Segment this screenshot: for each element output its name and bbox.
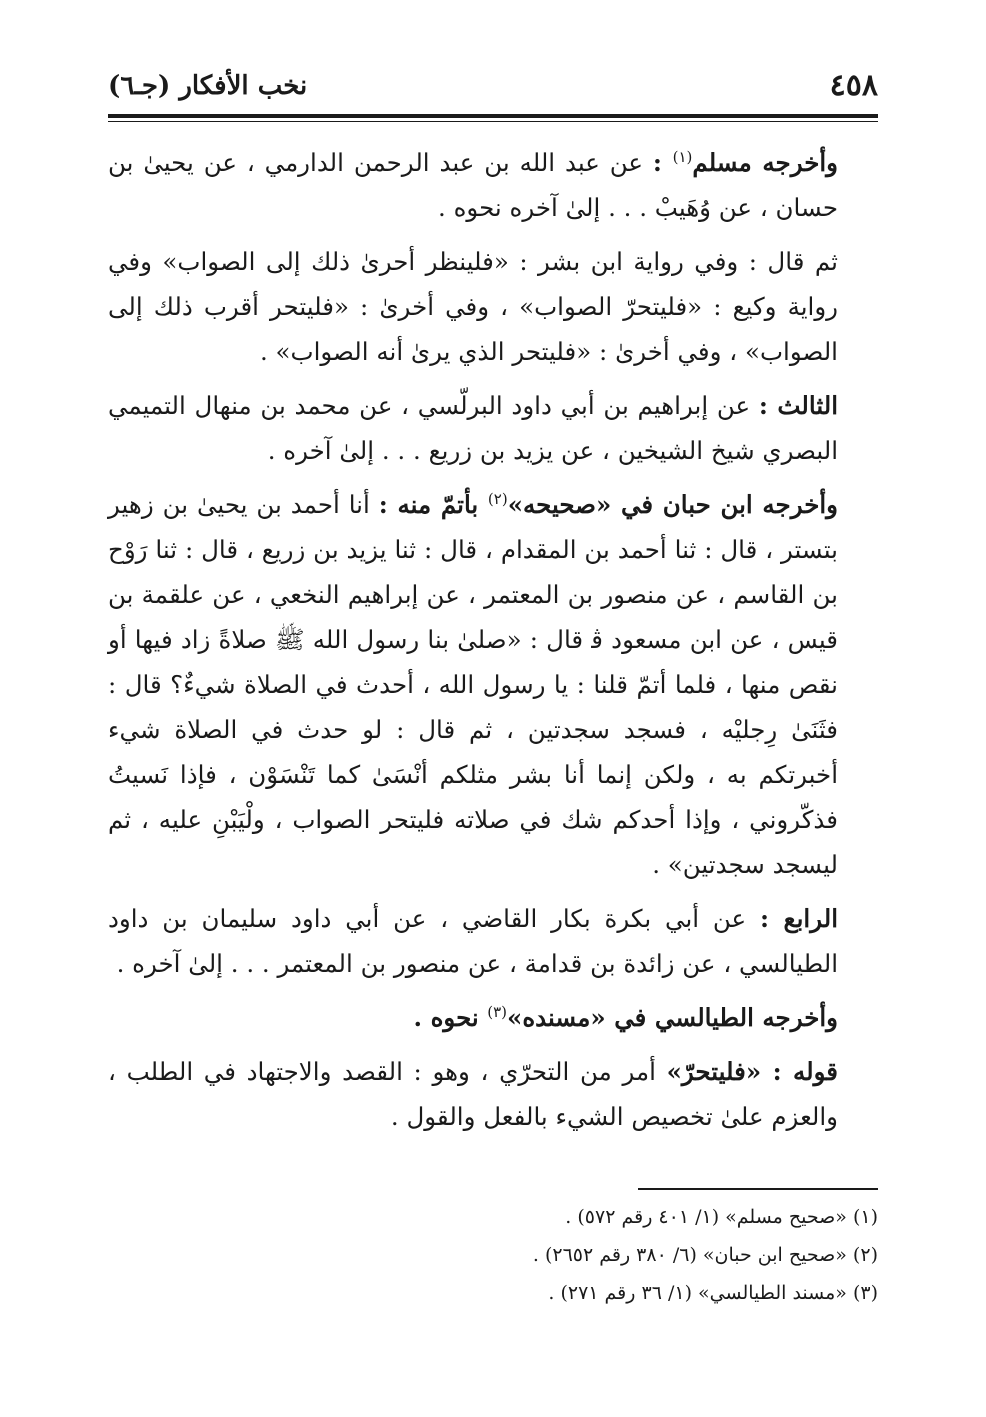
paragraph-text: عن أبي بكرة بكار القاضي ، عن أبي داود سليمان بن داود الطيالسي ، عن زائدة بن قدامة ، عن منصور بن المعتمر . . . إلىٰ آخره . [108, 904, 838, 978]
paragraph-lead-after: بأتمّ منه : [378, 490, 488, 519]
footnote-3: (٣) «مسند الطيالسي» (١/ ٣٦ رقم ٢٧١) . [548, 1282, 878, 1304]
footnote-ref: (٢) [487, 489, 508, 508]
paragraph-text: عن عبد الله بن عبد الرحمن الدارمي ، عن يحيىٰ بن حسان ، عن وُهَيبْ . . . إلىٰ آخره نحوه . [108, 148, 838, 222]
footnotes [108, 1198, 878, 1312]
paragraph-lead-after: نحوه . [413, 1003, 488, 1032]
book-page [108, 64, 878, 1364]
paragraph-lead: وأخرجه ابن حبان في «صحيحه» [507, 490, 838, 519]
paragraph-lead: وأخرجه مسلم [692, 148, 838, 177]
footnote-2: (٢) «صحيح ابن حبان» (٦/ ٣٨٠ رقم ٢٦٥٢) . [532, 1244, 878, 1266]
paragraph-tayalisi [108, 995, 878, 1040]
page-number: ٤٥٨ [829, 68, 878, 103]
main-text [108, 140, 878, 1139]
paragraph-explanation [108, 1049, 878, 1139]
paragraph-lead: قوله : «فليتحرّ» [666, 1057, 838, 1086]
paragraph-text: أنا أحمد بن يحيىٰ بن زهير بتستر ، قال : ثنا أحمد بن المقدام ، قال : ثنا يزيد بن زريع ، قال : ثنا رَوْح بن القاسم ، عن منصور بن المعتمر ، عن إبراهيم النخعي ، عن علقمة بن قيس ، عن ابن مسعود ﭬ قال : «صلىٰ بنا رسول الله ﷺ صلاةً زاد فيها أو نقص منها ، فلما أتمّ قلنا : يا رسول الله ، أحدث في الصلاة شيءٌ؟ قال : فثَنَىٰ رِجليْه ، فسجد سجدتين ، ثم قال : لو حدث في الصلاة شيء أخبرتكم به ، ولكن إنما أنا بشر مثلكم أنْسَىٰ كما تَنْسَوْن ، فإذا نَسيتُ فذكّروني ، وإذا أحدكم شك في صلاته فليتحر الصواب ، ولْيَبْنِ عليه ، ثم ليسجد سجدتين» . [108, 490, 838, 879]
paragraph-lead: الرابع : [759, 904, 838, 933]
footnote-ref: (٣) [487, 1002, 508, 1021]
running-title: نخب الأفكار (جـ٦) [108, 71, 308, 101]
paragraph-muslim [108, 140, 878, 230]
paragraph-variants [108, 239, 878, 374]
paragraph-lead: الثالث : [758, 391, 838, 420]
paragraph-fourth [108, 896, 878, 986]
paragraph-lead: وأخرجه الطيالسي في «مسنده» [507, 1003, 838, 1032]
footnote-separator [638, 1188, 878, 1190]
paragraph-lead-after: : [652, 148, 673, 177]
header-rule-thick [108, 114, 878, 118]
paragraph-ibn-hibban [108, 482, 878, 887]
paragraph-third [108, 383, 878, 473]
footnote-ref: (١) [672, 147, 693, 166]
paragraph-text: ثم قال : وفي رواية ابن بشر : «فلينظر أحرىٰ ذلك إلى الصواب» وفي رواية وكيع : «فليتحرّ الصواب» ، وفي أخرىٰ : «فليتحر أقرب ذلك إلى الصواب» ، وفي أخرىٰ : «فليتحر الذي يرىٰ أنه الصواب» . [108, 247, 838, 366]
header-rule-thin [108, 121, 878, 122]
paragraph-text: عن إبراهيم بن أبي داود البرلّسي ، عن محمد بن منهال التميمي البصري شيخ الشيخين ، عن يزيد بن زريع . . . إلىٰ آخره . [108, 391, 838, 465]
paragraph-text: أمر من التحرّي ، وهو : القصد والاجتهاد في الطلب ، والعزم علىٰ تخصيص الشيء بالفعل والقول . [108, 1057, 838, 1131]
footnote-1: (١) «صحيح مسلم» (١/ ٤٠١ رقم ٥٧٢) . [565, 1206, 878, 1228]
page-header [108, 64, 878, 106]
